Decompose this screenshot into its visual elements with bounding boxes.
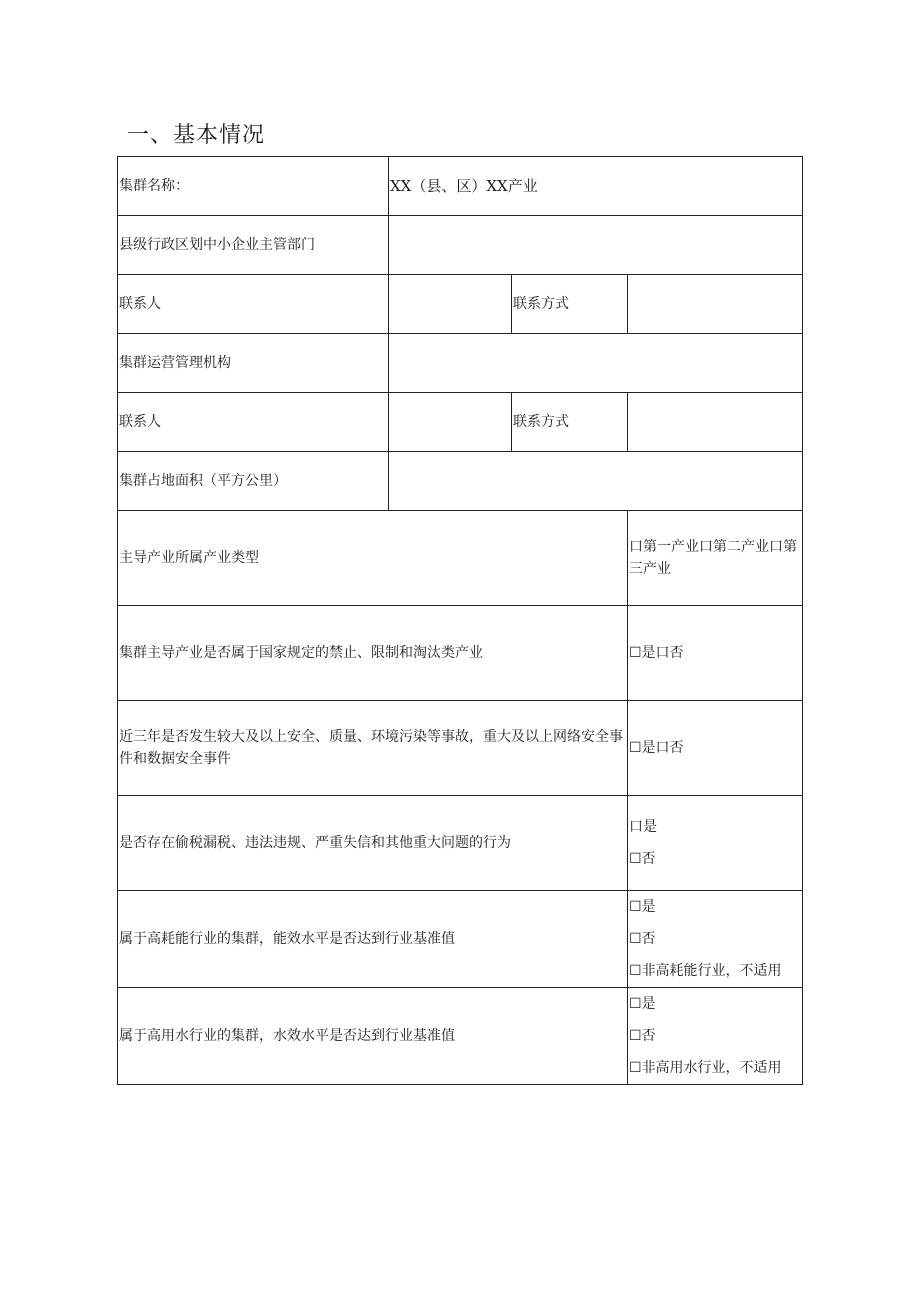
contact-2-value[interactable] bbox=[389, 393, 512, 452]
contact-1-label: 联系人 bbox=[118, 275, 389, 334]
row-violations bbox=[118, 796, 803, 891]
water-option-yes[interactable]: ☐是 bbox=[629, 996, 656, 1012]
contact-2-method-value[interactable] bbox=[628, 393, 803, 452]
row-area bbox=[118, 452, 803, 511]
row-contact-1 bbox=[118, 275, 803, 334]
accidents-options[interactable]: ☐是口否 bbox=[628, 701, 803, 796]
prohibited-label: 集群主导产业是否属于国家规定的禁止、限制和淘汰类产业 bbox=[118, 606, 628, 701]
energy-label: 属于高耗能行业的集群，能效水平是否达到行业基准值 bbox=[118, 891, 628, 988]
row-prohibited bbox=[118, 606, 803, 701]
row-energy bbox=[118, 891, 803, 988]
industry-type-options[interactable]: 口第一产业口第二产业口第三产业 bbox=[628, 511, 803, 606]
contact-1-value[interactable] bbox=[389, 275, 512, 334]
county-dept-label: 县级行政区划中小企业主管部门 bbox=[118, 216, 389, 275]
row-contact-2 bbox=[118, 393, 803, 452]
energy-options bbox=[628, 891, 803, 988]
industry-type-label: 主导产业所属产业类型 bbox=[118, 511, 628, 606]
contact-2-method-label: 联系方式 bbox=[512, 393, 628, 452]
county-dept-value[interactable] bbox=[389, 216, 803, 275]
violations-option-no[interactable]: ☐否 bbox=[629, 851, 656, 867]
violations-options bbox=[628, 796, 803, 891]
water-options bbox=[628, 988, 803, 1085]
row-cluster-name bbox=[118, 157, 803, 216]
violations-option-yes[interactable]: 口是 bbox=[629, 819, 657, 835]
contact-2-label: 联系人 bbox=[118, 393, 389, 452]
cluster-name-value[interactable]: XX（县、区）XX产业 bbox=[389, 157, 803, 216]
contact-1-method-value[interactable] bbox=[628, 275, 803, 334]
ops-org-value[interactable] bbox=[389, 334, 803, 393]
row-industry-type bbox=[118, 511, 803, 606]
cluster-name-label: 集群名称： bbox=[118, 157, 389, 216]
basic-info-table bbox=[117, 156, 803, 1085]
energy-option-yes[interactable]: ☐是 bbox=[629, 899, 656, 915]
energy-option-no[interactable]: ☐否 bbox=[629, 931, 656, 947]
water-option-no[interactable]: ☐否 bbox=[629, 1028, 656, 1044]
row-ops-org bbox=[118, 334, 803, 393]
ops-org-label: 集群运营管理机构 bbox=[118, 334, 389, 393]
area-value[interactable] bbox=[389, 452, 803, 511]
prohibited-options[interactable]: ☐是口否 bbox=[628, 606, 803, 701]
water-label: 属于高用水行业的集群，水效水平是否达到行业基准值 bbox=[118, 988, 628, 1085]
row-accidents bbox=[118, 701, 803, 796]
water-option-na[interactable]: ☐非高用水行业，不适用 bbox=[629, 1060, 782, 1076]
section-title: 一、基本情况 bbox=[127, 123, 266, 148]
row-county-dept bbox=[118, 216, 803, 275]
contact-1-method-label: 联系方式 bbox=[512, 275, 628, 334]
energy-option-na[interactable]: ☐非高耗能行业，不适用 bbox=[629, 963, 782, 979]
row-water bbox=[118, 988, 803, 1085]
violations-label: 是否存在偷税漏税、违法违规、严重失信和其他重大问题的行为 bbox=[118, 796, 628, 891]
accidents-label: 近三年是否发生较大及以上安全、质量、环境污染等事故，重大及以上网络安全事件和数据安全事件 bbox=[118, 701, 628, 796]
area-label: 集群占地面积（平方公里） bbox=[118, 452, 389, 511]
